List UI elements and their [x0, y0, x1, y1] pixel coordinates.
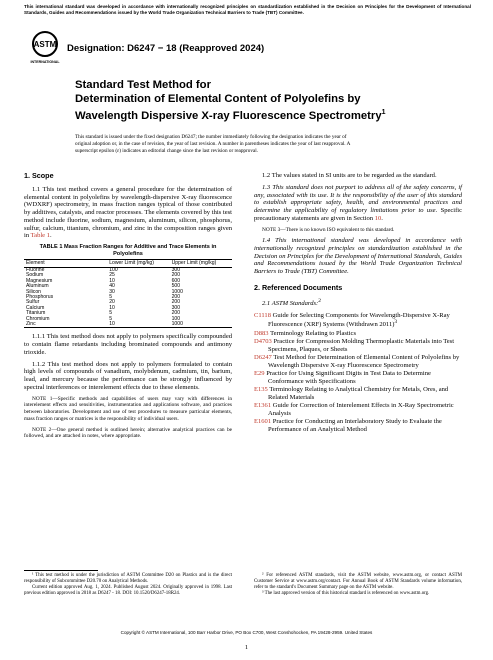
reference-title: Practice for Compression Molding Thermoplastic Materials into Test Specimens, Plaques, or Sheets	[268, 338, 455, 353]
table-cell: 200	[171, 272, 181, 279]
table-cell: Titanium	[26, 310, 46, 317]
title-line-3: Wavelength Dispersive X-ray Fluorescence Spectrometry$^1$	[75, 109, 386, 122]
designation: Designation: D6247 − 18 (Reapproved 2024)	[67, 43, 265, 54]
reference-code-link[interactable]: E1361	[254, 402, 272, 410]
table-cell: 30	[109, 288, 115, 295]
table-cell: Phosphorus	[26, 294, 54, 301]
paragraph-1-1-1: 1.1.1 This test method does not apply to polymers specifically compounded to contain flame retardants including brominated compounds and antimony trioxide.	[24, 333, 232, 356]
table-cell: Sodium	[26, 272, 44, 279]
reference-title: Practice for Conducting an Interlaboratory Study to Evaluate the Performance of an Analytical Method	[268, 418, 442, 433]
reference-code-link[interactable]: E1601	[254, 418, 272, 426]
table-1-link[interactable]: Table 1	[30, 232, 50, 240]
page-number: 1	[244, 644, 249, 651]
table-cell: Silicon	[26, 288, 42, 295]
mass-fraction-table	[24, 259, 232, 329]
table-cell: 200	[171, 294, 181, 301]
table-cell: 25	[109, 272, 115, 279]
note-2: NOTE 2—One general method is outlined herein; alternative analytical practices can be followed, and are attached in notes, where appropriate.	[24, 426, 232, 440]
svg-text:ASTM: ASTM	[33, 40, 57, 49]
table-cell: 40	[109, 283, 115, 290]
table-cell: 20	[109, 299, 115, 306]
paragraph-1-4: 1.4 This international standard was developed in accordance with internationally recognized principles on standardization established in the Decision on Principles for the Development of International Standards, Guides and Recommendations issued by the World Trade Organization Technical Barriers to Trade (TBT) Committee.	[254, 237, 462, 276]
section-heading-referenced-documents: 2. Referenced Documents	[254, 282, 343, 292]
reference-item	[254, 338, 462, 354]
footnotes-left	[24, 573, 232, 597]
table-cell: 300	[171, 267, 181, 273]
paragraph-1-3: 1.3 This standard does not purport to address all of the safety concerns, if any, associated with its use. It is the responsibility of the user of this standard to establish appropriate safety, health, and environmental practices and determine the applicability of regulatory limitations prior to use. Specific precautionary statements are given in Section 10.	[254, 183, 463, 222]
reference-code-link[interactable]: D883	[254, 329, 269, 337]
reference-item	[254, 330, 462, 338]
copyright-footer: Copyright © ASTM International, 100 Barr Harbor Drive, PO Box C700, West Conshohocken, PA 19428-2959. United States	[120, 630, 373, 635]
reference-list	[254, 312, 462, 434]
table-cell: 600	[171, 277, 181, 284]
footnote-3: ³ The last approved version of this historical standard is referenced on www.astm.org.	[262, 591, 430, 596]
paragraph-2-1: 2.1 ASTM Standards:$^2$	[262, 297, 321, 307]
reference-title: Practice for Using Significant Digits in Test Data to Determine Conformance with Specifications	[266, 370, 431, 385]
reference-title: Terminology Relating to Plastics	[270, 329, 357, 337]
note-3: NOTE 3—There is no known ISO equivalent to this standard.	[262, 226, 395, 233]
column-header-element: Element	[26, 259, 45, 266]
table-cell: 200	[171, 310, 181, 317]
note-1: NOTE 1—Specific methods and capabilities of users may vary with differences in interelement effects and sensitivities, instrumentation and applications software, and practices between laboratories. Development and use of test procedures to measure particular elements, mass fraction ranges or matrices is the responsibility of individual users.	[24, 395, 232, 422]
astm-logo	[30, 30, 60, 68]
table-cell: Zinc	[26, 321, 36, 328]
title-line-2: Determination of Elemental Content of Polyolefins by	[75, 92, 361, 105]
issuance-note: This standard is issued under the fixed designation D6247; the number immediately following the designation indicates the year of original adoption or, in the case of revision, the year of last revision. A number in parentheses indicates the year of last reapproval. A superscript epsilon (ε) indicates an editorial change since the last revision or reapproval.	[75, 134, 351, 154]
table-caption: TABLE 1 Mass Fraction Ranges for Additive and Trace Elements in Polyolefins	[39, 244, 217, 257]
table-cell: 1000	[171, 288, 183, 295]
document-title	[75, 79, 455, 123]
table-cell: 5	[109, 294, 113, 301]
table-cell: Chromium	[26, 315, 50, 322]
table-cell: Calcium	[26, 304, 45, 311]
table-cell: 100	[109, 267, 118, 273]
reference-code-link[interactable]: C1118	[254, 311, 271, 319]
table-cell: 5	[109, 310, 113, 317]
table-cell: 10	[109, 304, 115, 311]
reference-item	[254, 370, 462, 386]
table-cell: Magnesium	[26, 277, 53, 284]
footnote-rule	[24, 570, 98, 571]
reference-item	[254, 312, 462, 330]
reference-item	[254, 386, 462, 402]
reference-footnote-marker: 3	[394, 319, 398, 326]
table-row	[24, 322, 232, 328]
table-cell: Aluminum	[26, 283, 49, 290]
reference-item	[254, 418, 462, 434]
reference-title: Guide for Correction of Interelement Effects in X-Ray Spectrometric Analysis	[268, 402, 454, 417]
reference-code-link[interactable]: E135	[254, 386, 268, 394]
table-cell: 200	[171, 299, 181, 306]
table-cell: 5	[109, 315, 113, 322]
table-cell: 1000	[171, 321, 183, 328]
table-cell: 100	[171, 315, 181, 322]
reference-item	[254, 402, 462, 418]
reference-code-link[interactable]: D6247	[254, 354, 272, 362]
table-cell: Sulfur	[26, 299, 40, 306]
table-cell: 10	[109, 277, 115, 284]
paragraph-1-1-2: 1.1.2 This test method does not apply to polymers formulated to contain high levels of compounds of vanadium, molybdenum, cadmium, tin, barium, lead, and mercury because the performance can be strongly influenced by spectral interferences or interelement effects due to these elements.	[24, 360, 232, 391]
footnote-1-edition: Current edition approved Aug. 1, 2024. Published August 2024. Originally approved in 1998. Last previous edition approved in 2018 as D6247 - 18. DOI: 10.1520/D6247-18R24.	[24, 585, 232, 596]
reference-title: Test Method for Determination of Elemental Content of Polyolefins by Wavelength Dispersive X-ray Fluorescence Spectrometry	[268, 354, 460, 369]
table-cell: 500	[171, 283, 181, 290]
title-line-1: Standard Test Method for	[75, 79, 211, 91]
section-10-link[interactable]: 10	[374, 214, 382, 222]
right-column	[254, 172, 462, 434]
reference-code-link[interactable]: E29	[254, 370, 265, 378]
reference-code-link[interactable]: D4703	[254, 338, 272, 346]
paragraph-1-2: 1.2 The values stated in SI units are to be regarded as the standard.	[262, 172, 437, 179]
footnotes-right	[254, 573, 462, 597]
section-heading-scope: 1. Scope	[24, 171, 54, 180]
paragraph-1-1: 1.1 This test method covers a general procedure for the determination of elemental content in polyolefins by wavelength-dispersive X-ray fluorescence (WDXRF) spectrometry, in mass fraction ranges typical of those contributed by additives, catalysts, and reactor processes. The elements covered by this test method include fluorine, sodium, magnesium, aluminum, silicon, phosphorus, sulfur, calcium, titanium, chromium, and zinc in the composition ranges given in Table 1.	[24, 185, 232, 240]
footnote-2: ² For referenced ASTM standards, visit the ASTM website, www.astm.org, or contact ASTM Customer Service at www.astm.org/contact. For Annual Book of ASTM Standards volume information, refer to the standard's Document Summary page on the ASTM website.	[254, 573, 462, 590]
reference-title: Guide for Selecting Components for Wavelength-Dispersive X-Ray Fluorescence (XRF) Systems (Withdrawn 2011)	[268, 311, 450, 329]
reference-title: Terminology Relating to Analytical Chemistry for Metals, Ores, and Related Materials	[268, 386, 449, 401]
left-column	[24, 172, 232, 444]
tbt-notice: This international standard was developed in accordance with internationally recognized principles on standardization established in the Decision on Principles for the Development of International Standards, Guides and Recommendations issued by the World Trade Organization Technical Barriers to Trade (TBT) Committee.	[24, 4, 471, 15]
column-header-lower-limit: Lower Limit (mg/kg)	[109, 259, 154, 266]
table-cell: Fluorine	[26, 267, 45, 273]
footnote-1: ¹ This test method is under the jurisdiction of ASTM Committee D20 on Plastics and is the direct responsibility of Subcommittee D20.70 on Analytical Methods.	[24, 573, 232, 584]
table-cell: 10	[109, 321, 115, 328]
table-cell: 300	[171, 304, 181, 311]
column-header-upper-limit: Upper Limit (mg/kg)	[171, 259, 217, 266]
reference-item	[254, 354, 462, 370]
logo-text: INTERNATIONAL	[30, 60, 60, 64]
